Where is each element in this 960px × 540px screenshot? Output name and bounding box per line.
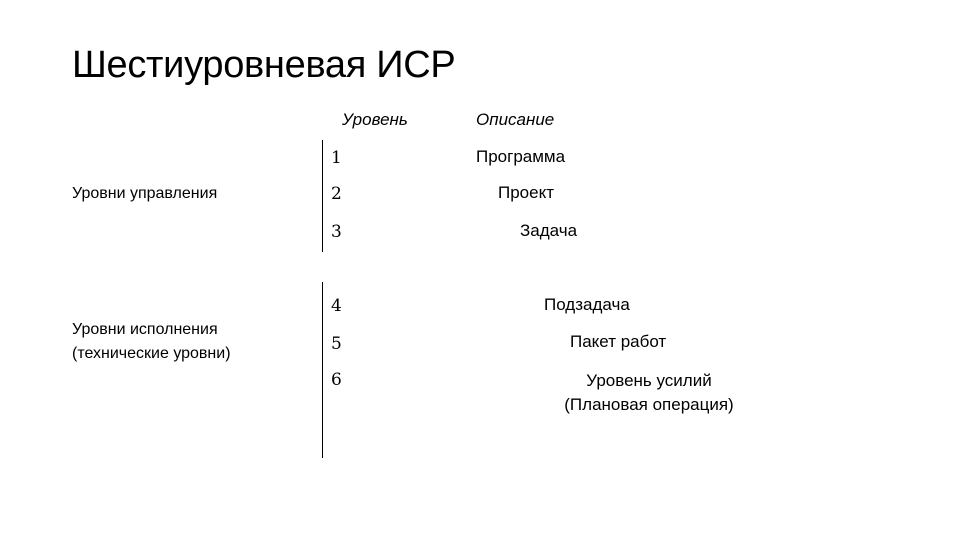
level-description-4: Подзадача xyxy=(544,295,630,314)
execution-levels-label-line2: (технические уровни) xyxy=(72,345,231,362)
level-description-6 xyxy=(556,369,742,417)
level-number-1: 1 xyxy=(331,148,342,168)
management-group-divider xyxy=(322,140,323,252)
level-number-2: 2 xyxy=(331,184,342,204)
description-column-header: Описание xyxy=(476,110,555,129)
slide-title: Шестиуровневая ИСР xyxy=(72,44,456,86)
level-number-3: 3 xyxy=(331,222,342,242)
level-number-5: 5 xyxy=(331,334,342,354)
level-description-5: Пакет работ xyxy=(570,332,667,351)
execution-group-divider xyxy=(322,282,323,458)
level-description-3: Задача xyxy=(520,221,578,240)
level-number-6: 6 xyxy=(331,370,342,390)
level-description-6-line2: (Плановая операция) xyxy=(564,395,734,414)
level-number-4: 4 xyxy=(331,296,342,316)
execution-levels-label-line1: Уровни исполнения xyxy=(72,321,218,338)
level-description-2: Проект xyxy=(498,183,554,202)
level-description-1: Программа xyxy=(476,147,566,166)
execution-levels-label xyxy=(72,318,231,366)
level-column-header: Уровень xyxy=(342,110,408,129)
management-levels-label: Уровни управления xyxy=(72,185,218,202)
level-description-6-line1: Уровень усилий xyxy=(586,371,712,390)
